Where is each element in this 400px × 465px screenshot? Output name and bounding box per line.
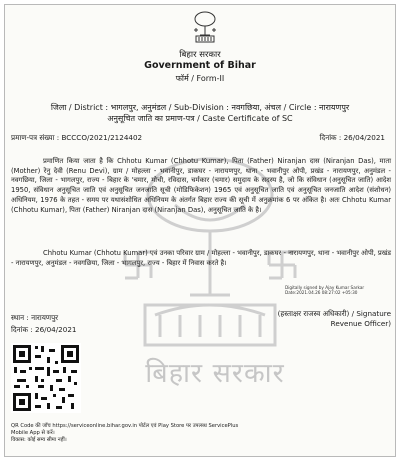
authority-english: Government of Bihar: [144, 60, 256, 71]
form-number: फॉर्म / Form-II: [175, 74, 225, 83]
digital-signature-signer: Digitally signed by Ajay Kumar Sarkar: [285, 285, 365, 290]
jurisdiction-block: [5, 102, 395, 124]
issue-date: दिनांक : 26/04/2021: [319, 133, 385, 142]
bihar-emblem-icon: [191, 9, 219, 45]
certificate-title: अनुसूचित जाति का प्रमाण-पत्र / Caste Certificate of SC: [107, 114, 293, 123]
digital-signature-date: Date:2021.04.26 08:27:02 +05:30: [285, 290, 358, 296]
certificate-paragraph-1: प्रमाणित किया जाता है कि Chhotu Kumar (Chhotu Kumar), पिता (Father) Niranjan दास (Niranjan Das), माता (Mother) रेनु देवी (Renu Devi), ग्राम / मोहल्ला - भवानीपुर, डाकघर - नारायणपुर, थाना - भवानीपुर ओपी, प्रखंड - नारायणपुर, अनुमंडल - नवगछिया, जिला - भागलपुर, राज्य - बिहार के 'चमार, मोची, रविदास, चर्मकार (चमार) समुदाय के सदस्य है, जो कि संविधान (अनुसूचित जाति) आदेश 1950, संविधान अनुसूचित जाति एवं अनुसूचित जनजाति सूची (मोडिफिकेशन) 1965 एवं अनुसूचित जाति एवं अनुसूचित जनजाति आदेश (संशोधन) अधिनियम, 1976 के तहत - समय पर यथासंशोधित अधिनियम के अंतर्गत बिहार राज्य की सूची में अनुक्रमांक 6 पर अंकित है। अतः Chhotu Kumar (Chhotu Kumar), पिता (Father) Niranjan दास (Niranjan Das), अनुसूचित जाति के है।: [11, 157, 391, 214]
officer-title-english: Revenue Officer): [330, 319, 391, 328]
place: स्थान : नारायणपुर: [11, 313, 59, 322]
officer-title-hindi: (हस्ताक्षर राजस्व अधिकारी) / Signature: [277, 309, 391, 318]
qr-note-line-1: QR Code की जाँच https://serviceonline.bihar.gov.in पोर्टल एवं Play Store पर उपलब्ध ServicePlus: [11, 423, 239, 429]
certificate-paragraph-2: Chhotu Kumar (Chhotu Kumar) एवं उनका परिवार ग्राम / मोहल्ला - भवानीपुर, डाकघर - नारायणपुर, थाना - भवानीपुर ओपी, प्रखंड - नारायणपुर, अनुमंडल - नवगछिया, जिला - भागलपुर, राज्य - बिहार में निवास करते है।: [11, 249, 391, 267]
qr-note-line-2: Mobile App से करें।: [11, 430, 55, 436]
qr-verification-note: [11, 423, 391, 444]
signing-date: दिनांक : 26/04/2021: [11, 325, 77, 334]
certificate-page: [4, 4, 396, 457]
officer-signature-block: [241, 309, 391, 329]
digital-signature: [285, 285, 395, 295]
authority-hindi: बिहार सरकार: [179, 50, 221, 60]
qr-code-icon[interactable]: [11, 343, 81, 413]
jurisdiction-line: जिला / District : भागलपुर, अनुमंडल / Sub-Division : नवगछिया, अंचल / Circle : नारायणपुर: [50, 103, 350, 112]
validity-note: विकास: कोई सम्य सीमा नहीं।: [11, 437, 67, 443]
certificate-number: प्रमाण-पत्र संख्या : BCCCO/2021/2124402: [11, 133, 143, 142]
watermark-text: बिहार सरकार: [145, 358, 285, 389]
